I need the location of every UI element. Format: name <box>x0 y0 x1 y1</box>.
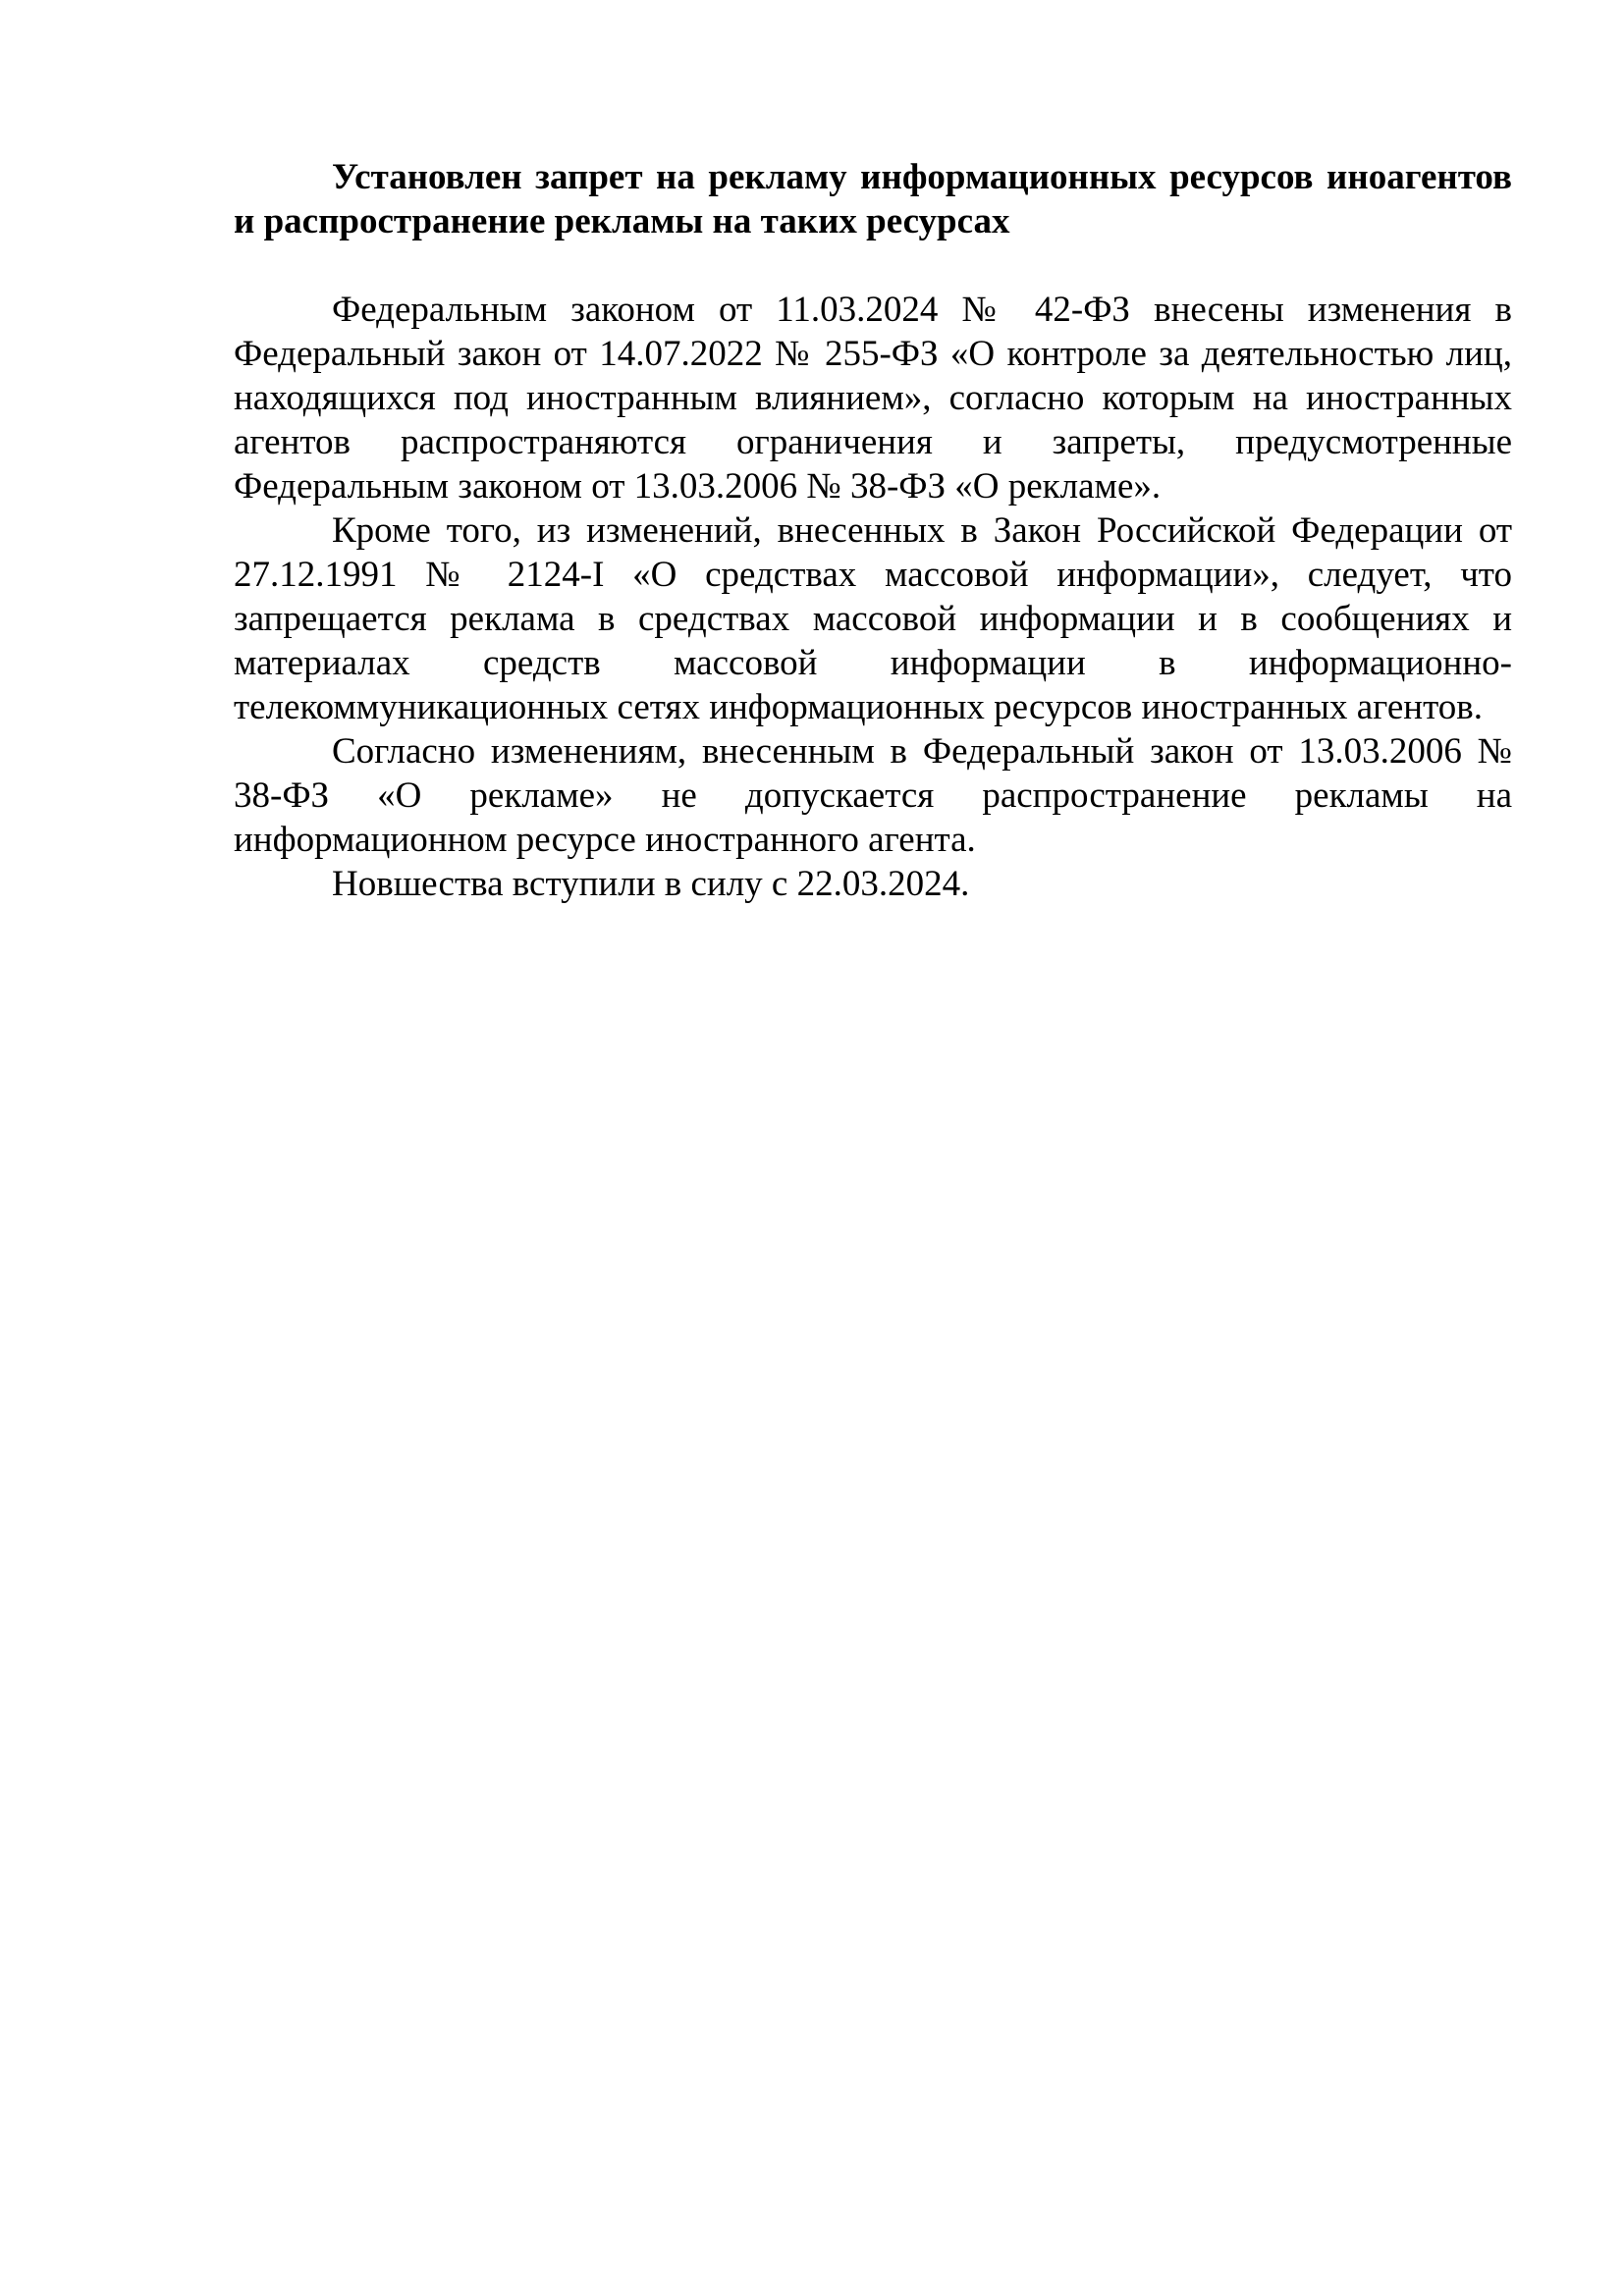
document-body <box>234 155 1512 906</box>
paragraph-mass-media: Кроме того, из изменений, внесенных в Закон Российской Федерации от 27.12.1991 № 2124-I «О средствах массовой информации», следует, что запрещается реклама в средствах массовой информации и в сообщениях и материалах средств массовой информации в информационно-телекоммуникационных сетях информационных ресурсов иностранных агентов. <box>234 510 1512 727</box>
document-title: Установлен запрет на рекламу информационных ресурсов иноагентов и распространение рекламы на таких ресурсах <box>234 157 1512 241</box>
paragraph-advertising-ban: Согласно изменениям, внесенным в Федеральный закон от 13.03.2006 № 38-ФЗ «О рекламе» не допускается распространение рекламы на информационном ресурсе иностранного агента. <box>234 731 1512 860</box>
paragraph-effective-date: Новшества вступили в силу с 22.03.2024. <box>332 864 970 904</box>
paragraph-amendments: Федеральным законом от 11.03.2024 № 42-ФЗ внесены изменения в Федеральный закон от 14.07.2022 № 255-ФЗ «О контроле за деятельностью лиц, находящихся под иностранным влиянием», согласно которым на иностранных агентов распространяются ограничения и запреты, предусмотренные Федеральным законом от 13.03.2006 № 38-ФЗ «О рекламе». <box>234 290 1512 507</box>
